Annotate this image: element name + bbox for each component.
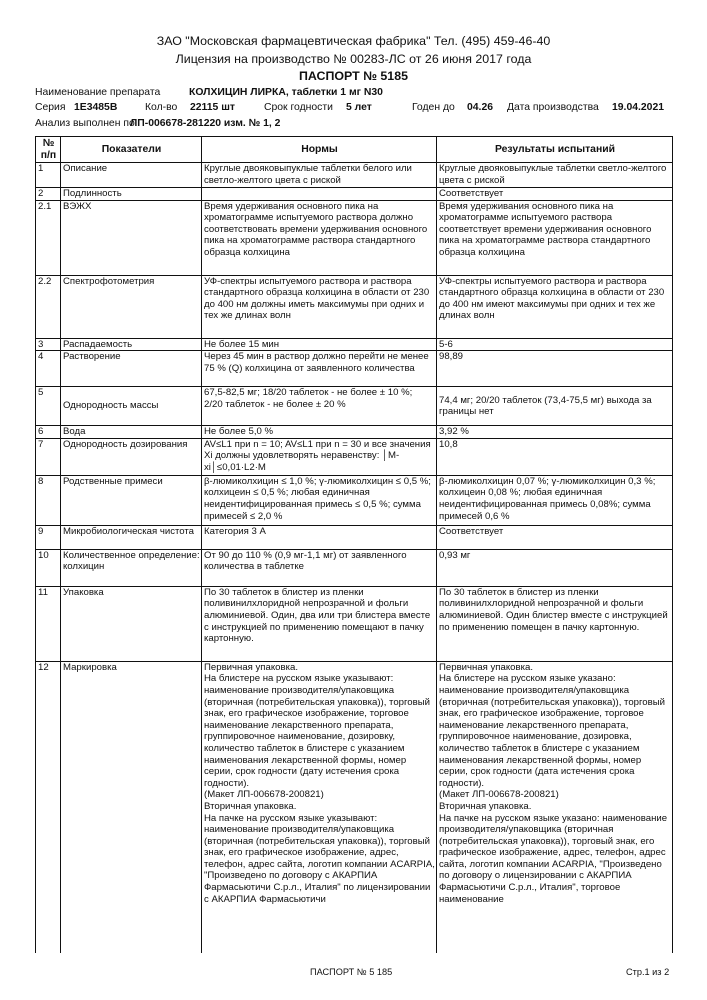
- row-norm: β-люмиколхицин ≤ 1,0 %; γ-люмиколхицин ≤ 0,5 %; колхицеин ≤ 0,5 %; любая единичная неидентифицированная примесь ≤ 0,5 %; сумма примесей ≤ 2,0 %: [202, 475, 437, 525]
- row-number: 8: [36, 475, 61, 525]
- row-number: 2: [36, 188, 61, 201]
- company-line: ЗАО "Московская фармацевтическая фабрика" Тел. (495) 459-46-40: [156, 34, 551, 48]
- row-norm: Через 45 мин в раствор должно перейти не менее 75 % (Q) колхицина от заявленного количества: [202, 351, 437, 387]
- row-indicator: Упаковка: [61, 586, 202, 661]
- row-number: 12: [36, 661, 61, 953]
- row-norm: По 30 таблеток в блистер из пленки поливинилхлоридной непрозрачной и фольги алюминиевой. Один, два или три блистера вместе с инструкцией по применению помещают в пачку картонную.: [202, 586, 437, 661]
- header-result: Результаты испытаний: [437, 137, 673, 163]
- passport-table: [35, 136, 673, 953]
- row-indicator: Вода: [61, 426, 202, 439]
- quantity-label: Кол-во: [145, 102, 178, 113]
- document-title: ПАСПОРТ № 5185: [299, 69, 408, 83]
- shelf-life-label: Срок годности: [264, 102, 333, 113]
- table-row: [36, 387, 673, 426]
- row-norm: УФ-спектры испытуемого раствора и раствора стандартного образца колхицина в области от 230 до 400 нм должны иметь максимумы при одних и тех же длинах волн: [202, 275, 437, 338]
- table-row: [36, 338, 673, 351]
- row-norm: От 90 до 110 % (0,9 мг-1,1 мг) от заявленного количества в таблетке: [202, 549, 437, 586]
- table-row: [36, 438, 673, 475]
- marking-result-text: Первичная упаковка. На блистере на русском языке указано: наименование производителя/упаковщика (вторичная (потребительская упаковка)), торговый знак, его графическое изображение, торговое наименование лекарственного препарата, группировочное наименование, дозировка, количество таблеток в блистере с указанием наименования лекарственной формы, номер серии, срок годности (дата истечения срока годности). (Макет ЛП-006678-200821) Вторичная упаковка. На пачке на русском языке указано: наименование производителя/упаковщика (вторичная (потребительская упаковка)), торговый знак, его графическое изображение, адрес, телефон, адрес сайта, логотип компании ACARPIA, "Произведено по договору о лицензировании с АКАРПИА Фармасьютичи С.р.л., Италия", торговое наименование: [439, 661, 668, 905]
- row-number: 11: [36, 586, 61, 661]
- row-number: 2.1: [36, 200, 61, 275]
- row-result: 5-6: [437, 338, 673, 351]
- row-norm: Круглые двояковыпуклые таблетки белого или светло-желтого цвета с риской: [202, 163, 437, 188]
- row-indicator: Описание: [61, 163, 202, 188]
- row-result: Время удерживания основного пика на хроматограмме испытуемого раствора соответствует времени удерживания основного пика на хроматограмме раствора стандартного образца колхицина: [437, 200, 673, 275]
- footer-document-label: ПАСПОРТ № 5 185: [310, 967, 393, 977]
- row-result: 98,89: [437, 351, 673, 387]
- table-row: [36, 200, 673, 275]
- row-result: 74,4 мг; 20/20 таблеток (73,4-75,5 мг) выхода за границы нет: [437, 387, 673, 426]
- row-number: 7: [36, 438, 61, 475]
- row-result: Соответствует: [437, 525, 673, 549]
- row-indicator: Распадаемость: [61, 338, 202, 351]
- product-label: Наименование препарата: [35, 87, 161, 98]
- series-label: Серия: [35, 102, 66, 113]
- product-value: КОЛХИЦИН ЛИРКА, таблетки 1 мг N30: [189, 87, 383, 98]
- table-row: [36, 586, 673, 661]
- table-row: [36, 525, 673, 549]
- row-indicator: ВЭЖХ: [61, 200, 202, 275]
- table-header-row: [36, 137, 673, 163]
- footer-page-label: Стр.1 из 2: [626, 967, 670, 977]
- row-norm: Не более 15 мин: [202, 338, 437, 351]
- row-indicator: Микробиологическая чистота: [61, 525, 202, 549]
- row-norm: Время удерживания основного пика на хроматограмме испытуемого раствора должно соответствовать времени удерживания основного пика на хроматограмме раствора стандартного образца колхицина: [202, 200, 437, 275]
- marking-norm-text: Первичная упаковка. На блистере на русском языке указывают: наименование производителя/упаковщика (вторичная (потребительская упаковка)), торговый знак, его графическое изображение, торговое наименование лекарственного препарата, группировочное наименование, дозировку, количество таблеток в блистере с указанием наименования лекарственной формы, номер серии, срок годности (дату истечения срока годности). (Макет ЛП-006678-200821) Вторичная упаковка. На пачке на русском языке указывают: наименование производителя/упаковщика (вторичная (потребительская упаковка)), торговый знак, его графическое изображение, адрес, телефон, адрес сайта, логотип компании ACARPIA, "Произведено по договору с АКАРПИА Фармасьютичи С.р.л., Италия" по лицензировании с АКАРПИА Фармасьютичи: [204, 661, 435, 905]
- table-row: [36, 661, 673, 953]
- row-norm: AV≤L1 при n = 10; AV≤L1 при n = 30 и все значения Xi должны удовлетворять неравенству: │M-xi│≤0,01·L2·M: [202, 438, 437, 475]
- header-norm: Нормы: [202, 137, 437, 163]
- row-norm: Не более 5,0 %: [202, 426, 437, 439]
- row-result: β-люмиколхицин 0,07 %; γ-люмиколхицин 0,3 %; колхицеин 0,08 %; любая единичная неидентифицированная примесь 0,08%; сумма примесей 0,6 %: [437, 475, 673, 525]
- header-number: № п/п: [36, 137, 61, 163]
- table-row: [36, 426, 673, 439]
- table-row: [36, 549, 673, 586]
- row-result: [437, 661, 673, 953]
- row-number: 6: [36, 426, 61, 439]
- table-row: [36, 188, 673, 201]
- row-number: 3: [36, 338, 61, 351]
- analysis-value: ЛП-006678-281220 изм. № 1, 2: [130, 118, 281, 129]
- table-row: [36, 475, 673, 525]
- row-indicator: Маркировка: [61, 661, 202, 953]
- valid-until-label: Годен до: [412, 102, 455, 113]
- row-norm: [202, 188, 437, 201]
- row-number: 9: [36, 525, 61, 549]
- row-number: 1: [36, 163, 61, 188]
- production-date-label: Дата производства: [507, 102, 599, 113]
- table-row: [36, 351, 673, 387]
- row-number: 10: [36, 549, 61, 586]
- row-norm: Категория 3 А: [202, 525, 437, 549]
- row-number: 2.2: [36, 275, 61, 338]
- row-result: Соответствует: [437, 188, 673, 201]
- row-norm: 67,5-82,5 мг; 18/20 таблеток - не более ± 10 %; 2/20 таблеток - не более ± 20 %: [202, 387, 437, 426]
- row-result: УФ-спектры испытуемого раствора и раствора стандартного образца колхицина в области от 230 до 400 нм имеют максимумы при одних и тех же длинах волн: [437, 275, 673, 338]
- row-indicator: Подлинность: [61, 188, 202, 201]
- row-number: 5: [36, 387, 61, 426]
- row-result: По 30 таблеток в блистер из пленки поливинилхлоридной непрозрачной и фольги алюминиевой. Один блистер вместе с инструкцией по применению помещен в пачку картонную.: [437, 586, 673, 661]
- table-row: [36, 163, 673, 188]
- shelf-life-value: 5 лет: [346, 102, 372, 113]
- row-result: 0,93 мг: [437, 549, 673, 586]
- row-indicator: Спектрофотометрия: [61, 275, 202, 338]
- header-indicator: Показатели: [61, 137, 202, 163]
- row-result: 3,92 %: [437, 426, 673, 439]
- row-indicator: Однородность дозирования: [61, 438, 202, 475]
- valid-until-value: 04.26: [467, 102, 494, 113]
- row-number: 4: [36, 351, 61, 387]
- row-result: Круглые двояковыпуклые таблетки светло-желтого цвета с риской: [437, 163, 673, 188]
- row-indicator: Однородность массы: [61, 387, 202, 426]
- row-indicator: Количественное определение: колхицин: [61, 549, 202, 586]
- quantity-value: 22115 шт: [190, 102, 235, 113]
- series-value: 1Е3485В: [74, 102, 118, 113]
- row-result: 10,8: [437, 438, 673, 475]
- analysis-label: Анализ выполнен по: [35, 118, 135, 129]
- row-indicator: Родственные примеси: [61, 475, 202, 525]
- row-norm: [202, 661, 437, 953]
- production-date-value: 19.04.2021: [612, 102, 665, 113]
- license-line: Лицензия на производство № 00283-ЛС от 26 июня 2017 года: [175, 52, 532, 66]
- table-row: [36, 275, 673, 338]
- row-indicator: Растворение: [61, 351, 202, 387]
